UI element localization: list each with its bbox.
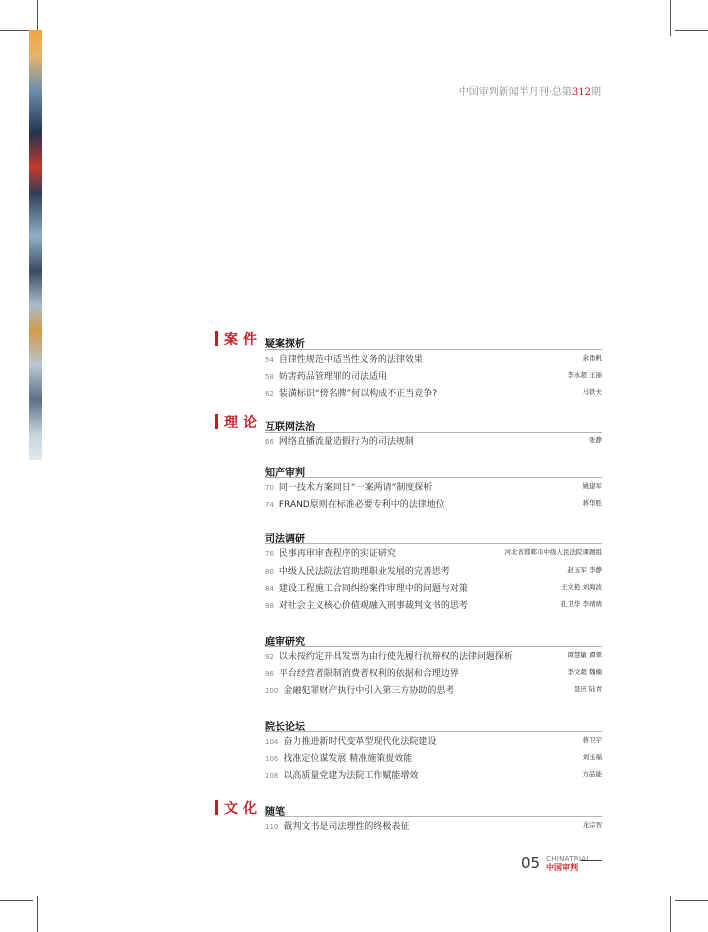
- category-divider: [265, 543, 602, 544]
- category-title: 知产审判: [265, 468, 305, 479]
- toc-author: 李永超 王丽: [567, 371, 602, 379]
- toc-page: 76: [265, 550, 274, 558]
- toc-author: 孔卫华 李靖靖: [560, 600, 602, 608]
- toc-title: 装潢标识“傍名牌”何以构成不正当竞争?: [278, 389, 438, 399]
- crop-mark-bottom-right-vertical: [670, 896, 671, 932]
- toc-title: 网络直播流量造假行为的司法规制: [278, 437, 414, 447]
- crop-mark-bottom-left-vertical: [37, 896, 38, 932]
- toc-author: 赵玉军 李静: [567, 566, 602, 574]
- toc-entry[interactable]: [265, 598, 602, 612]
- toc-entry[interactable]: [265, 734, 602, 748]
- toc-author: 马铁夫: [582, 388, 602, 396]
- cover-photo-strip: [29, 30, 42, 460]
- toc-author: 李文超 魏楠: [567, 668, 602, 676]
- toc-entry[interactable]: [265, 386, 602, 400]
- toc-entry[interactable]: [265, 649, 602, 663]
- category-title: 庭审研究: [265, 637, 305, 648]
- toc-entry[interactable]: [265, 768, 602, 782]
- toc-entry[interactable]: [265, 581, 602, 595]
- toc-page: 84: [265, 585, 274, 593]
- category-divider: [265, 731, 602, 732]
- running-header: [459, 83, 601, 98]
- toc-author: 谭慧敏 谭翠: [567, 651, 602, 659]
- toc-title: 找准定位谋发展 精准施策提效能: [283, 754, 413, 764]
- category-title: 司法调研: [265, 534, 305, 545]
- category-divider: [265, 477, 602, 478]
- toc-title: 妨害药品管理罪的司法适用: [278, 372, 387, 382]
- toc-page: 96: [265, 670, 274, 678]
- toc-page: 80: [265, 568, 274, 576]
- toc-author: 姚建军: [582, 482, 602, 490]
- category-divider: [265, 432, 602, 433]
- section-label: 理论: [224, 414, 262, 431]
- category-divider: [265, 349, 602, 350]
- crop-mark-top-right-vertical: [670, 0, 671, 36]
- toc-page: 100: [265, 687, 279, 695]
- toc-title: 自律性规范中适当性义务的法律效果: [278, 355, 423, 365]
- logo-chinese: 中国审判: [546, 863, 578, 872]
- toc-author: 方品能: [582, 770, 602, 778]
- toc-author: 张静: [589, 436, 602, 444]
- toc-title: 中级人民法院法官助理职业发展的完善思考: [278, 567, 450, 577]
- section-bar-icon: [215, 800, 218, 815]
- toc-author: 蒋卫宇: [582, 736, 602, 744]
- toc-author: 龙宗智: [582, 821, 602, 829]
- magazine-logo: [546, 855, 606, 873]
- header-suffix: 期: [591, 87, 601, 98]
- toc-title: 平台经营者限制消费者权利的依据和合理边界: [278, 669, 459, 679]
- toc-title: 以高质量党建为法院工作赋能增效: [283, 771, 419, 781]
- toc-page: 108: [265, 772, 279, 780]
- toc-title: 以未按约定开具发票为由行使先履行抗辩权的法律问题探析: [278, 652, 513, 662]
- crop-mark-bottom-left-horizontal: [0, 900, 33, 901]
- toc-author: 刘玉福: [582, 753, 602, 761]
- category-divider: [265, 816, 602, 817]
- toc-entry[interactable]: [265, 369, 602, 383]
- toc-page: 88: [265, 602, 274, 610]
- toc-page: 106: [265, 755, 279, 763]
- toc-author: 聂庆 陆青: [573, 685, 602, 693]
- toc-page: 66: [265, 438, 274, 446]
- toc-title: 奋力推进新时代变革型现代化法院建设: [283, 737, 437, 747]
- category-title: 随笔: [265, 807, 285, 818]
- toc-page: 58: [265, 373, 274, 381]
- toc-entry[interactable]: [265, 352, 602, 366]
- toc-entry[interactable]: [265, 819, 602, 833]
- category-title: 互联网法治: [265, 422, 315, 433]
- toc-author: 蒋华胜: [582, 499, 602, 507]
- toc-entry[interactable]: [265, 546, 602, 560]
- category-title: 院长论坛: [265, 722, 305, 733]
- crop-mark-top-right-horizontal: [675, 30, 708, 31]
- toc-entry[interactable]: [265, 683, 602, 697]
- toc-title: 裁判文书是司法理性的终极表征: [283, 822, 410, 832]
- crop-mark-bottom-right-horizontal: [675, 900, 708, 901]
- section-bar-icon: [215, 414, 218, 429]
- section-tag-culture: [215, 799, 262, 816]
- toc-page: 104: [265, 738, 279, 746]
- section-tag-cases: [215, 330, 262, 347]
- section-tag-theory: [215, 413, 262, 430]
- toc-title: 同一技术方案同日“一案两请”制度探析: [278, 483, 433, 493]
- logo-rule: [580, 860, 602, 861]
- toc-author: 王文艳 刘海波: [560, 583, 602, 591]
- toc-entry[interactable]: [265, 480, 602, 494]
- toc-title: 对社会主义核心价值观融入刑事裁判文书的思考: [278, 601, 468, 611]
- toc-page: 110: [265, 823, 279, 831]
- issue-number: 312: [571, 87, 591, 98]
- section-bar-icon: [215, 331, 218, 346]
- toc-entry[interactable]: [265, 434, 602, 448]
- logo-english: CHINATRIAL: [546, 855, 591, 863]
- toc-entry[interactable]: [265, 751, 602, 765]
- toc-entry[interactable]: [265, 497, 602, 511]
- toc-title: FRAND原则在标准必要专利中的法律地位: [278, 500, 445, 510]
- toc-title: 建设工程施工合同纠纷案件审理中的问题与对策: [278, 584, 468, 594]
- toc-entry[interactable]: [265, 564, 602, 578]
- toc-page: 92: [265, 653, 274, 661]
- toc-page: 70: [265, 484, 274, 492]
- section-label: 案件: [224, 331, 262, 348]
- category-divider: [265, 646, 602, 647]
- header-prefix: 中国审判新闻半月刊·总第: [458, 87, 572, 98]
- page-number: 05: [521, 854, 541, 872]
- category-title: 疑案探析: [265, 339, 305, 350]
- toc-page: 62: [265, 390, 274, 398]
- section-label: 文化: [224, 800, 262, 817]
- toc-page: 54: [265, 356, 274, 364]
- toc-author: 河北省邯郸市中级人民法院课题组: [504, 548, 602, 556]
- toc-page: 74: [265, 501, 274, 509]
- toc-author: 余甬帆: [582, 354, 602, 362]
- toc-title: 金融犯罪财产执行中引入第三方协助的思考: [283, 686, 455, 696]
- toc-title: 民事再审审查程序的实证研究: [278, 549, 396, 559]
- toc-entry[interactable]: [265, 666, 602, 680]
